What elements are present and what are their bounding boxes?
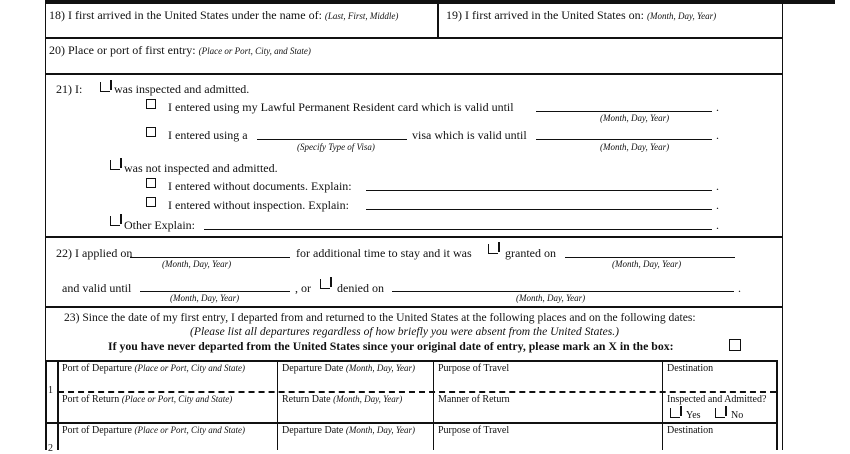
- q21-not-inspected-checkbox[interactable]: [110, 160, 120, 170]
- q21-visa-type-hint: (Specify Type of Visa): [297, 142, 375, 152]
- q22-granted-label: granted on: [505, 246, 556, 260]
- q21-lpr-date-field[interactable]: [536, 111, 712, 112]
- q22-applied-label: 22) I applied on: [56, 246, 133, 260]
- q23-never-departed-checkbox[interactable]: [729, 339, 741, 351]
- q21-visa-type-field[interactable]: [257, 139, 407, 140]
- q22-valid-until-label: and valid until: [62, 281, 132, 295]
- form-right-border: [782, 0, 783, 450]
- q19-label: 19) I first arrived in the United States on: (Month, Day, Year): [446, 8, 717, 22]
- q21-no-inspection-period: .: [716, 198, 719, 212]
- q22-denied-checkbox[interactable]: [320, 279, 330, 289]
- q23-note: (Please list all departures regardless of how briefly you were absent from the United States.): [190, 325, 620, 338]
- q21-no-docs-field[interactable]: [366, 190, 712, 191]
- q21-no-inspection-checkbox[interactable]: [146, 197, 156, 207]
- row1-purpose[interactable]: Purpose of Travel: [438, 363, 510, 374]
- q23-instructions: 23) Since the date of my first entry, I departed from and returned to the United States at the following places and on the following dates:: [64, 311, 696, 324]
- q21-visa-hint: (Month, Day, Year): [600, 142, 670, 152]
- table-col-divider-1: [277, 360, 278, 450]
- q22-granted-checkbox[interactable]: [488, 244, 498, 254]
- row-divider-20: [45, 73, 783, 75]
- q18-hint: (Last, First, Middle): [324, 11, 399, 21]
- table-row-divider: [45, 422, 778, 424]
- row1-no-label: No: [731, 410, 744, 421]
- q22-period: .: [738, 281, 741, 295]
- table-col-divider-2: [433, 360, 434, 450]
- row1-manner[interactable]: Manner of Return: [438, 394, 510, 405]
- q21-lpr-checkbox[interactable]: [146, 99, 156, 109]
- table-col-num-divider: [57, 360, 59, 450]
- row-divider-21: [45, 236, 783, 238]
- q19-hint: (Month, Day, Year): [646, 11, 717, 21]
- q21-visa-date-field[interactable]: [536, 139, 712, 140]
- table-row-1-number: 1: [48, 385, 53, 396]
- q21-other-field[interactable]: [204, 229, 712, 230]
- q22-granted-date-field[interactable]: [565, 257, 735, 258]
- row1-inspected-label: Inspected and Admitted?: [667, 394, 767, 405]
- q21-lpr-hint: (Month, Day, Year): [600, 113, 670, 123]
- q21-visa-checkbox[interactable]: [146, 127, 156, 137]
- row2-departure-date[interactable]: Departure Date (Month, Day, Year): [282, 425, 416, 436]
- row1-dashed-divider: [58, 391, 776, 393]
- q22-valid-until-field[interactable]: [140, 291, 290, 292]
- q21-visa-period: .: [716, 128, 719, 142]
- row1-yes-checkbox[interactable]: [670, 408, 680, 418]
- table-row-2-number: 2: [48, 443, 53, 454]
- q21-using-a-label: I entered using a: [168, 128, 248, 142]
- q21-no-docs-label: I entered without documents. Explain:: [168, 179, 352, 193]
- q22-or-label: , or: [295, 281, 311, 295]
- row1-no-checkbox[interactable]: [715, 408, 725, 418]
- row1-return-date[interactable]: Return Date (Month, Day, Year): [282, 394, 403, 405]
- q21-other-period: .: [716, 218, 719, 232]
- q21-lpr-label: I entered using my Lawful Permanent Resident card which is valid until: [168, 100, 514, 114]
- row1-departure-date[interactable]: Departure Date (Month, Day, Year): [282, 363, 416, 374]
- q21-visa-valid-label: visa which is valid until: [412, 128, 527, 142]
- q22-applied-hint: (Month, Day, Year): [162, 259, 232, 269]
- q21-other-checkbox[interactable]: [110, 216, 120, 226]
- q21-not-inspected-label: was not inspected and admitted.: [124, 161, 278, 175]
- q22-valid-hint: (Month, Day, Year): [170, 293, 240, 303]
- q22-extension-label: for additional time to stay and it was: [296, 246, 472, 260]
- q21-label: 21) I:: [56, 82, 83, 96]
- row1-port-departure[interactable]: Port of Departure (Place or Port, City and State): [62, 363, 245, 374]
- row2-destination[interactable]: Destination: [667, 425, 714, 436]
- q22-granted-hint: (Month, Day, Year): [612, 259, 682, 269]
- q21-inspected-label: was inspected and admitted.: [114, 82, 250, 96]
- q22-denied-date-field[interactable]: [392, 291, 734, 292]
- q21-no-inspection-field[interactable]: [366, 209, 712, 210]
- row-divider-22: [45, 306, 783, 308]
- q23-never-departed-label: If you have never departed from the United States since your original date of entry, please mark an X in the box:: [108, 339, 674, 353]
- q22-applied-date-field[interactable]: [130, 257, 290, 258]
- q22-denied-label: denied on: [337, 281, 384, 295]
- row1-yes-label: Yes: [686, 410, 701, 421]
- q22-denied-hint: (Month, Day, Year): [516, 293, 586, 303]
- q20-label: 20) Place or port of first entry: (Place or Port, City, and State): [49, 43, 311, 57]
- q18-label: 18) I first arrived in the United States under the name of: (Last, First, Middle): [49, 8, 399, 22]
- q18-q19-divider: [437, 4, 439, 38]
- q21-no-docs-period: .: [716, 179, 719, 193]
- q21-no-inspection-label: I entered without inspection. Explain:: [168, 198, 349, 212]
- q21-lpr-period: .: [716, 100, 719, 114]
- q21-no-docs-checkbox[interactable]: [146, 178, 156, 188]
- row1-port-return[interactable]: Port of Return (Place or Port, City and State): [62, 394, 233, 405]
- q21-other-label: Other Explain:: [124, 218, 195, 232]
- q21-inspected-checkbox[interactable]: [100, 82, 110, 92]
- row2-port-departure[interactable]: Port of Departure (Place or Port, City and State): [62, 425, 245, 436]
- row2-purpose[interactable]: Purpose of Travel: [438, 425, 510, 436]
- q20-hint: (Place or Port, City, and State): [198, 46, 311, 56]
- row1-destination[interactable]: Destination: [667, 363, 714, 374]
- table-col-divider-3: [662, 360, 663, 450]
